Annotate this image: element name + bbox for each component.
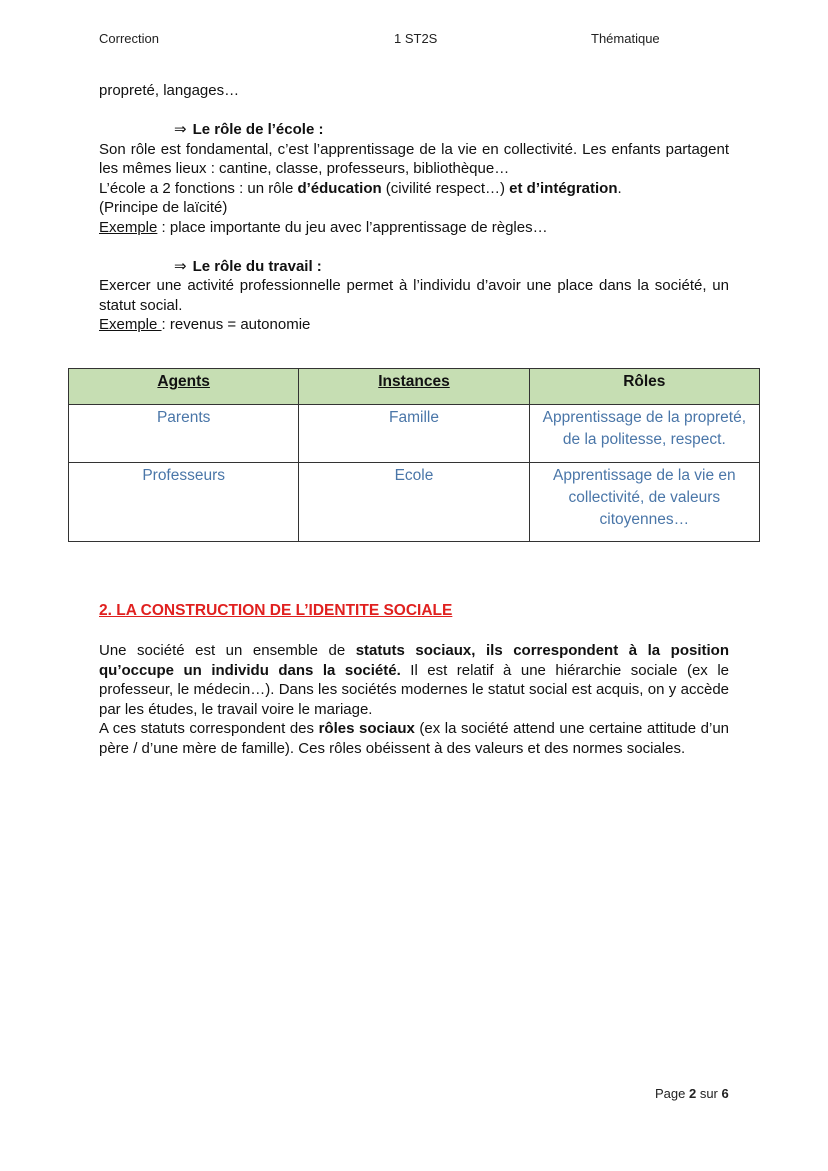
ecole-heading [174, 120, 729, 140]
page-number [655, 1086, 729, 1101]
table-row [69, 405, 760, 463]
header-instances: Instances [299, 369, 529, 405]
travail-line1: Exercer une activité professionnelle permet à l’individu d’avoir une place dans la société, un statut social. [99, 277, 729, 314]
header-center: 1 ST2S [394, 31, 438, 46]
cell-role: Apprentissage de la vie en collectivité, de valeurs citoyennes… [529, 463, 759, 542]
header-roles: Rôles [529, 369, 759, 405]
header-left: Correction [99, 31, 159, 46]
ecole-line1: Son rôle est fondamental, c’est l’apprentissage de la vie en collectivité. Les enfants partagent les mêmes lieux : cantine, classe, professeurs, bibliothèque… [99, 140, 729, 177]
text-span: Il est relatif à une hiérarchie sociale (ex le professeur, le médecin…). Dans les sociétés modernes le statut social est acquis, on y accède par les études, le travail voire le mariage. [99, 661, 729, 718]
text-span: L’école a 2 fonctions : un rôle [99, 179, 298, 197]
bold-span: et d’intégration [509, 179, 618, 197]
ecole-example [99, 218, 729, 238]
cell-agent: Professeurs [69, 463, 299, 542]
arrow-icon: ⇒ [174, 121, 187, 138]
text-span: A ces statuts correspondent des [99, 720, 319, 737]
section-title: 2. LA CONSTRUCTION DE L’IDENTITE SOCIALE [99, 602, 453, 619]
example-label: Exemple [99, 316, 162, 333]
footer-middle: sur [696, 1086, 722, 1101]
bold-span: statuts sociaux, ils correspondent à la position qu’occupe un individu dans la société. [99, 642, 730, 679]
text-span: . [617, 179, 622, 197]
roles-table [68, 368, 760, 542]
example-text: : place importante du jeu avec l’apprentissage de règles… [157, 218, 548, 236]
footer-total: 6 [721, 1086, 729, 1101]
ecole-line3: (Principe de laïcité) [99, 199, 228, 216]
section2-content [99, 641, 729, 758]
ecole-title: Le rôle de l’école : [192, 121, 324, 138]
main-content [99, 81, 729, 335]
cell-agent: Parents [69, 405, 299, 463]
cell-instance: Ecole [299, 463, 529, 542]
section2-paragraph2 [99, 719, 729, 758]
header-agents: Agents [69, 369, 299, 405]
table-row [69, 463, 760, 542]
section2-paragraph1 [99, 641, 729, 719]
travail-title: Le rôle du travail : [192, 257, 322, 275]
footer-page: 2 [688, 1086, 697, 1101]
bold-span: rôles sociaux [318, 720, 415, 737]
cell-instance: Famille [299, 405, 529, 463]
arrow-icon: ⇒ [174, 257, 187, 275]
example-text: : revenus = autonomie [161, 316, 311, 333]
text-span: (ex la société attend une certaine attitude d’un père / d’une mère de famille). Ces rôles obéissent à des valeurs et des normes sociales. [99, 720, 730, 757]
footer-prefix: Page [655, 1086, 689, 1101]
text-span: Une société est un ensemble de [99, 642, 356, 659]
ecole-line2 [99, 179, 729, 199]
travail-example [99, 315, 729, 335]
text-span: (civilité respect…) [381, 179, 510, 197]
table-header-row [69, 369, 760, 405]
travail-heading [174, 257, 729, 277]
header-right: Thématique [591, 31, 660, 46]
example-label: Exemple [99, 218, 158, 236]
bold-span: d’éducation [297, 179, 382, 197]
intro-fragment: propreté, langages… [99, 82, 240, 99]
cell-role: Apprentissage de la propreté, de la politesse, respect. [529, 405, 759, 463]
